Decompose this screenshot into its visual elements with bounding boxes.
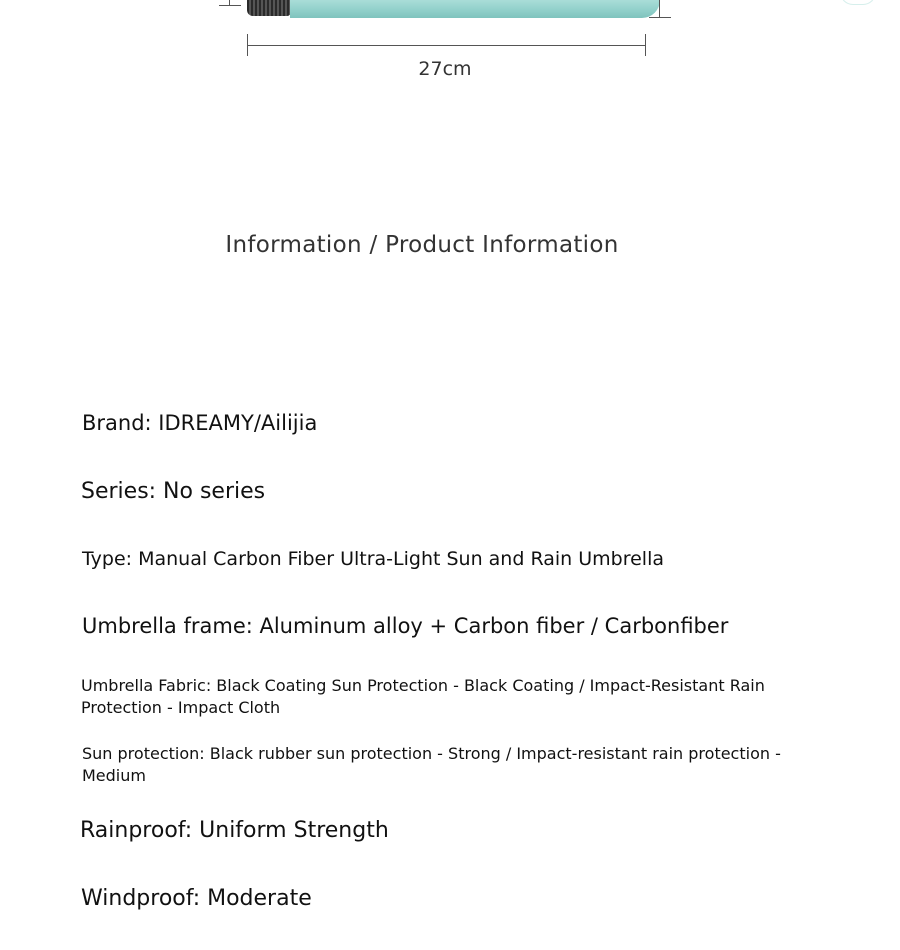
- spec-type: Type: Manual Carbon Fiber Ultra-Light Sun and Rain Umbrella: [82, 548, 664, 570]
- reference-mark-right: [659, 0, 660, 18]
- dimension-label: 27cm: [418, 58, 472, 80]
- spec-fabric: Umbrella Fabric: Black Coating Sun Protection - Black Coating / Impact-Resistant Rain Protection - Impact Cloth: [81, 676, 765, 717]
- umbrella-tip: [247, 0, 291, 16]
- spec-sun-protection: Sun protection: Black rubber sun protection - Strong / Impact-resistant rain protection - Medium: [82, 744, 781, 785]
- spec-frame: Umbrella frame: Aluminum alloy + Carbon fiber / Carbonfiber: [82, 614, 729, 638]
- folded-umbrella: [290, 0, 660, 18]
- spec-series: Series: No series: [81, 479, 266, 504]
- product-image: [0, 0, 900, 100]
- umbrella-logo-ring: [840, 0, 876, 5]
- reference-mark-left-horizontal: [219, 5, 241, 6]
- dimension-tick-right: [645, 34, 646, 56]
- spec-brand: Brand: IDREAMY/Ailijia: [82, 411, 318, 435]
- section-title: Information / Product Information: [225, 232, 619, 258]
- reference-mark-right-horizontal: [649, 17, 671, 18]
- dimension-line: [248, 45, 646, 46]
- spec-windproof: Windproof: Moderate: [81, 886, 312, 911]
- spec-rainproof: Rainproof: Uniform Strength: [80, 818, 389, 843]
